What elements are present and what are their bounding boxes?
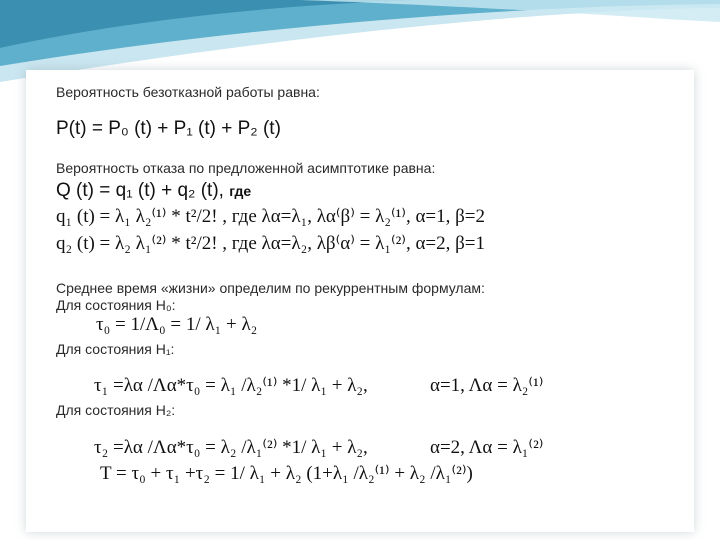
equation-total-mean-life: T = τ₀ + τ₁ +τ₂ = 1/ λ₁ + λ₂ (1+λ₁ /λ₂⁽¹⁾ + λ₂ /λ₁⁽²⁾) xyxy=(100,463,473,484)
label-gde: где xyxy=(229,183,252,199)
label-state-h2: Для состояния H₂: xyxy=(56,402,176,418)
equation-probability-no-failure: P(t) = P₀ (t) + P₁ (t) + P₂ (t) xyxy=(56,118,281,139)
label-state-h0: Для состояния H₀: xyxy=(56,297,176,313)
equation-tau0: τ₀ = 1/Λ₀ = 1/ λ₁ + λ₂ xyxy=(96,314,258,335)
equation-q1: q₁ (t) = λ₁ λ₂⁽¹⁾ * t²/2! , где λα=λ₁, λα⁽β⁾ = λ₂⁽¹⁾, α=1, β=2 xyxy=(56,206,486,227)
equation-failure-sum-text: Q (t) = q₁ (t) + q₂ (t), xyxy=(56,180,224,201)
equation-tau1-condition: α=1, Λα = λ₂⁽¹⁾ xyxy=(430,375,544,396)
equation-q2: q₂ (t) = λ₂ λ₁⁽²⁾ * t²/2! , где λα=λ₂, λβ⁽α⁾ = λ₁⁽²⁾, α=2, β=1 xyxy=(56,233,486,254)
equation-tau1: τ₁ =λα /Λα*τ₀ = λ₁ /λ₂⁽¹⁾ *1/ λ₁ + λ₂, xyxy=(94,375,368,396)
text-mean-life-intro: Среднее время «жизни» определим по рекуррентным формулам: xyxy=(56,280,485,296)
equation-tau2: τ₂ =λα /Λα*τ₀ = λ₂ /λ₁⁽²⁾ *1/ λ₁ + λ₂, xyxy=(94,437,368,458)
equation-failure-sum xyxy=(56,180,251,202)
equation-tau2-condition: α=2, Λα = λ₁⁽²⁾ xyxy=(430,437,544,458)
text-reliability-intro: Вероятность безотказной работы равна: xyxy=(56,84,320,100)
text-failure-intro: Вероятность отказа по предложенной асимптотике равна: xyxy=(56,160,436,176)
label-state-h1: Для состояния H₁: xyxy=(56,341,175,357)
